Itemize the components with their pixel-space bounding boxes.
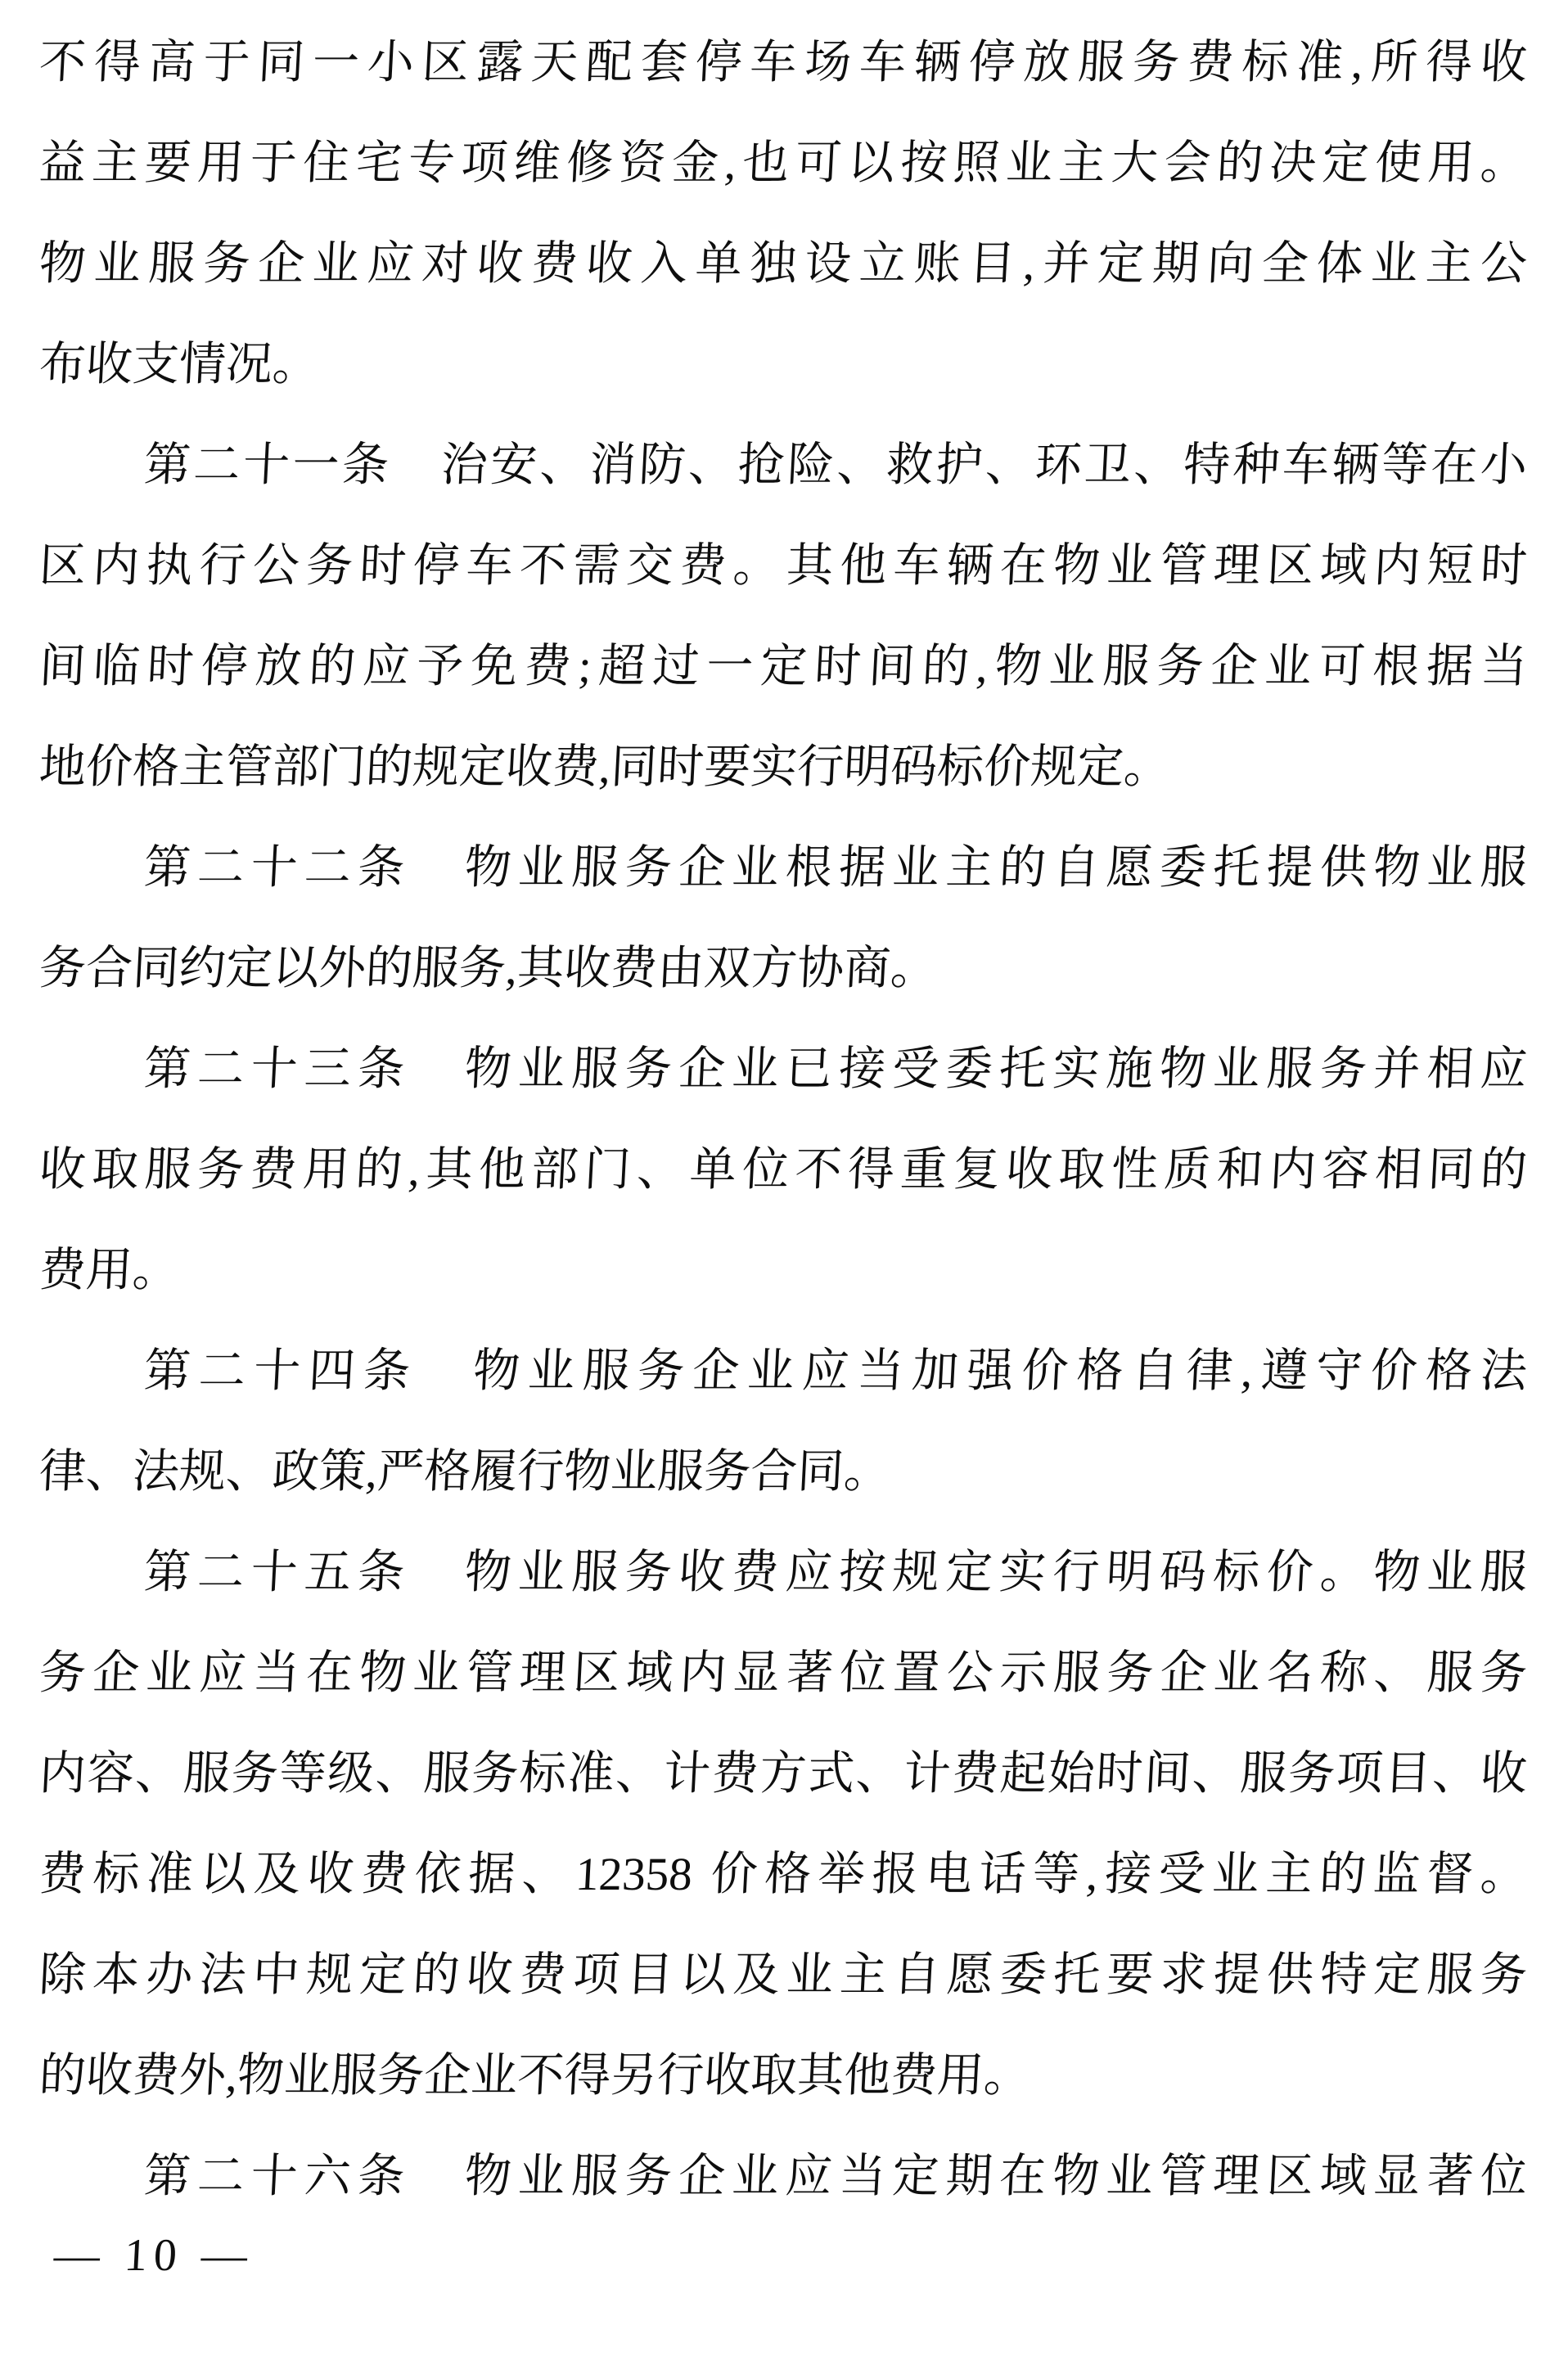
text-line: 务合同约定以外的服务,其收费由双方协商。	[38, 943, 939, 994]
text-line-article-start: 第二十二条 物业服务企业根据业主的自愿委托提供物业服	[142, 842, 1529, 894]
text-line: 收取服务费用的,其他部门、单位不得重复收取性质和内容相同的	[38, 1144, 1529, 1196]
text-line: 不得高于同一小区露天配套停车场车辆停放服务费标准,所得收	[38, 37, 1529, 88]
text-line: 布收支情况。	[38, 339, 321, 390]
text-line-article-start: 第二十三条 物业服务企业已接受委托实施物业服务并相应	[142, 1043, 1529, 1095]
text-line: 的收费外,物业服务企业不得另行收取其他费用。	[38, 2050, 1032, 2102]
text-line: 内容、服务等级、服务标准、计费方式、计费起始时间、服务项目、收	[38, 1748, 1529, 1800]
text-line: 费标准以及收费依据、12358 价格举报电话等,接受业主的监督。	[38, 1849, 1529, 1900]
text-line: 费用。	[38, 1245, 181, 1296]
text-line: 间临时停放的应予免费;超过一定时间的,物业服务企业可根据当	[38, 641, 1529, 692]
text-line-article-start: 第二十五条 物业服务收费应按规定实行明码标价。物业服	[142, 1547, 1529, 1598]
text-line-article-start: 第二十六条 物业服务企业应当定期在物业管理区域显著位	[142, 2151, 1529, 2202]
text-line: 物业服务企业应对收费收入单独设立账目,并定期向全体业主公	[38, 238, 1529, 290]
text-line: 律、法规、政策,严格履行物业服务合同。	[38, 1446, 892, 1498]
text-line-article-start: 第二十四条 物业服务企业应当加强价格自律,遵守价格法	[142, 1345, 1529, 1397]
text-line: 除本办法中规定的收费项目以及业主自愿委托要求提供特定服务	[38, 1949, 1529, 2001]
text-line-article-start: 第二十一条 治安、消防、抢险、救护、环卫、特种车辆等在小	[142, 439, 1529, 491]
text-line: 务企业应当在物业管理区域内显著位置公示服务企业名称、服务	[38, 1647, 1529, 1699]
text-line: 地价格主管部门的规定收费,同时要实行明码标价规定。	[38, 741, 1172, 793]
document-body	[39, 12, 1527, 2227]
page-number-footer: — 10 —	[52, 2230, 255, 2281]
text-line: 区内执行公务时停车不需交费。其他车辆在物业管理区域内短时	[38, 540, 1529, 592]
text-line: 益主要用于住宅专项维修资金,也可以按照业主大会的决定使用。	[38, 137, 1529, 189]
